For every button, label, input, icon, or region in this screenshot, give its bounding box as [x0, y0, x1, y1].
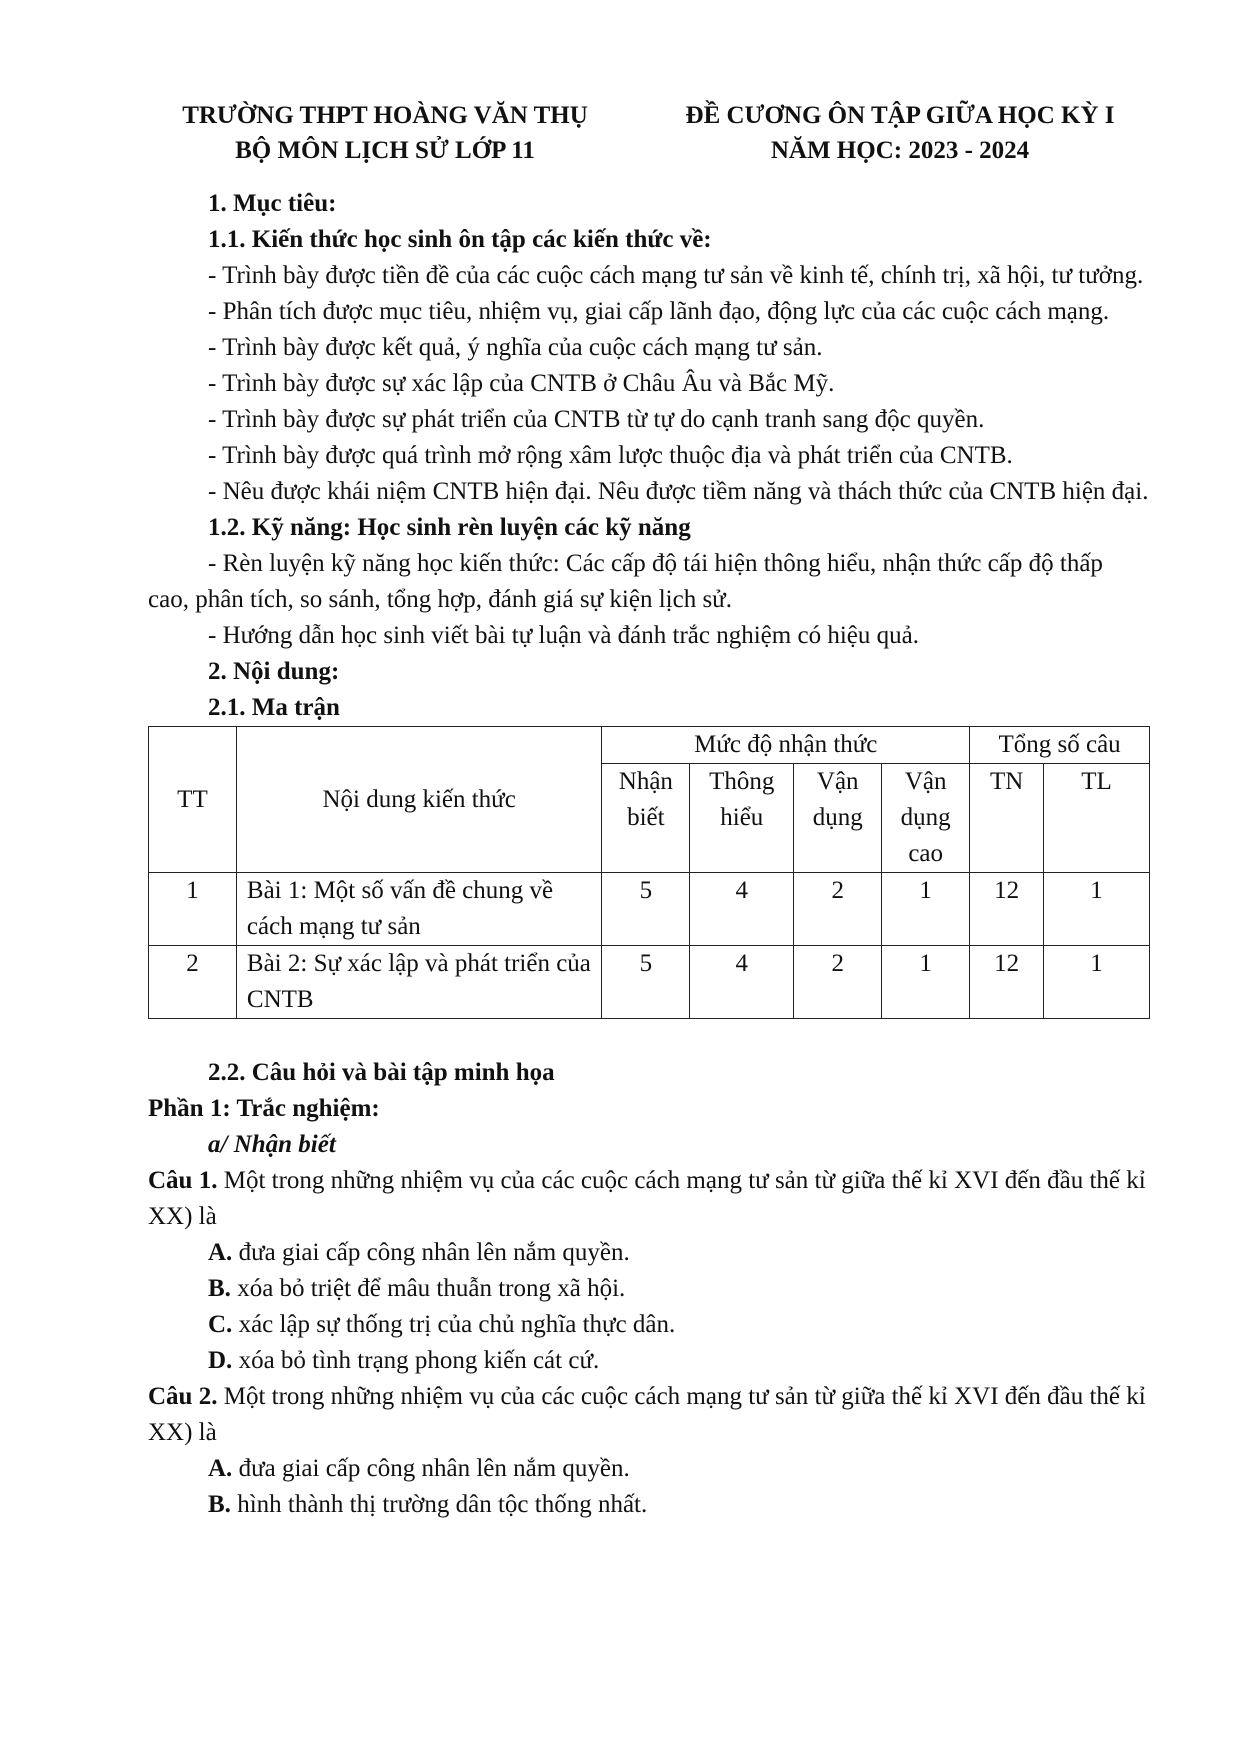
- header-level: Vận dụng cao: [882, 764, 970, 873]
- skills-item: - Rèn luyện kỹ năng học kiến thức: Các cấp độ tái hiện thông hiểu, nhận thức cấp độ thấp cao, phân tích, so sánh, tổng hợp, đánh giá sự kiện lịch sử.: [148, 550, 1103, 613]
- option: B. xóa bỏ triệt để mâu thuẫn trong xã hội.: [208, 1275, 626, 1302]
- question-1: [148, 1163, 1150, 1379]
- header-tn: TN: [970, 764, 1044, 873]
- question-label: Câu 2.: [148, 1383, 218, 1410]
- school-year: NĂM HỌC: 2023 - 2024: [770, 137, 1030, 164]
- skills-item: - Hướng dẫn học sinh viết bài tự luận và đánh trắc nghiệm có hiệu quả.: [208, 622, 919, 649]
- knowledge-item: - Nêu được khái niệm CNTB hiện đại. Nêu được tiềm năng và thách thức của CNTB hiện đại.: [208, 478, 1149, 505]
- section-content-title: 2. Nội dung:: [208, 658, 340, 685]
- table-row: [149, 873, 1150, 946]
- question-text: Một trong những nhiệm vụ của các cuộc cách mạng tư sản từ giữa thế kỉ XVI đến đầu thế kỉ XX) là: [148, 1167, 1146, 1230]
- knowledge-item: - Trình bày được sự phát triển của CNTB từ tự do cạnh tranh sang độc quyền.: [208, 406, 985, 433]
- cell-value: 1: [882, 873, 970, 946]
- option: B. hình thành thị trường dân tộc thống nhất.: [208, 1491, 648, 1518]
- question-text: Một trong những nhiệm vụ của các cuộc cách mạng tư sản từ giữa thế kỉ XVI đến đầu thế kỉ XX) là: [148, 1383, 1146, 1446]
- matrix-title: 2.1. Ma trận: [208, 694, 340, 721]
- header-level: Vận dụng: [794, 764, 882, 873]
- header-cognitive-level: Mức độ nhận thức: [602, 727, 970, 764]
- document-title: ĐỀ CƯƠNG ÔN TẬP GIỮA HỌC KỲ I: [685, 102, 1115, 129]
- knowledge-item: - Trình bày được quá trình mở rộng xâm lược thuộc địa và phát triển của CNTB.: [208, 442, 1013, 469]
- option: D. xóa bỏ tình trạng phong kiến cát cứ.: [208, 1347, 600, 1374]
- skills-title: 1.2. Kỹ năng: Học sinh rèn luyện các kỹ năng: [208, 514, 691, 541]
- cell-value: 1: [882, 946, 970, 1019]
- option: A. đưa giai cấp công nhân lên nắm quyền.: [208, 1455, 630, 1482]
- header-level: Nhận biết: [602, 764, 690, 873]
- knowledge-matrix-table: [148, 726, 1150, 1019]
- cell-value: 12: [970, 873, 1044, 946]
- option: C. xác lập sự thống trị của chủ nghĩa thực dân.: [208, 1311, 676, 1338]
- cell-tt: 1: [149, 873, 237, 946]
- objectives-block: [148, 186, 1150, 1523]
- cell-value: 4: [690, 946, 794, 1019]
- cell-value: 1: [1044, 946, 1150, 1019]
- part1-title: Phần 1: Trắc nghiệm:: [148, 1095, 380, 1122]
- knowledge-item: - Phân tích được mục tiêu, nhiệm vụ, giai cấp lãnh đạo, động lực của các cuộc cách mạng.: [208, 298, 1110, 325]
- section-objectives-title: 1. Mục tiêu:: [208, 190, 337, 217]
- cell-value: 4: [690, 873, 794, 946]
- cell-content: Bài 1: Một số vấn đề chung về cách mạng tư sản: [236, 873, 601, 946]
- knowledge-item: - Trình bày được tiền đề của các cuộc cách mạng tư sản về kinh tế, chính trị, xã hội, tư tưởng.: [208, 262, 1144, 289]
- cell-value: 1: [1044, 873, 1150, 946]
- option: A. đưa giai cấp công nhân lên nắm quyền.: [208, 1239, 630, 1266]
- questions-title: 2.2. Câu hỏi và bài tập minh họa: [208, 1059, 555, 1086]
- department-name: BỘ MÔN LỊCH SỬ LỚP 11: [235, 137, 535, 164]
- header-school: [120, 98, 650, 168]
- level-a-title: a/ Nhận biết: [208, 1131, 336, 1158]
- header-tl: TL: [1044, 764, 1150, 873]
- header-total-questions: Tổng số câu: [970, 727, 1150, 764]
- school-name: TRƯỜNG THPT HOÀNG VĂN THỤ: [182, 102, 588, 129]
- header-title: [650, 98, 1150, 168]
- cell-value: 12: [970, 946, 1044, 1019]
- cell-value: 2: [794, 946, 882, 1019]
- header-level: Thông hiểu: [690, 764, 794, 873]
- spacer: [148, 1019, 1150, 1055]
- cell-content: Bài 2: Sự xác lập và phát triển của CNTB: [236, 946, 601, 1019]
- knowledge-item: - Trình bày được sự xác lập của CNTB ở Châu Âu và Bắc Mỹ.: [208, 370, 835, 397]
- cell-tt: 2: [149, 946, 237, 1019]
- question-label: Câu 1.: [148, 1167, 218, 1194]
- cell-value: 2: [794, 873, 882, 946]
- table-row: [149, 946, 1150, 1019]
- header-tt: TT: [149, 727, 237, 873]
- cell-value: 5: [602, 946, 690, 1019]
- knowledge-title: 1.1. Kiến thức học sinh ôn tập các kiến thức về:: [208, 226, 712, 253]
- knowledge-item: - Trình bày được kết quả, ý nghĩa của cuộc cách mạng tư sản.: [208, 334, 823, 361]
- header-content: Nội dung kiến thức: [236, 727, 601, 873]
- question-2: [148, 1379, 1150, 1523]
- cell-value: 5: [602, 873, 690, 946]
